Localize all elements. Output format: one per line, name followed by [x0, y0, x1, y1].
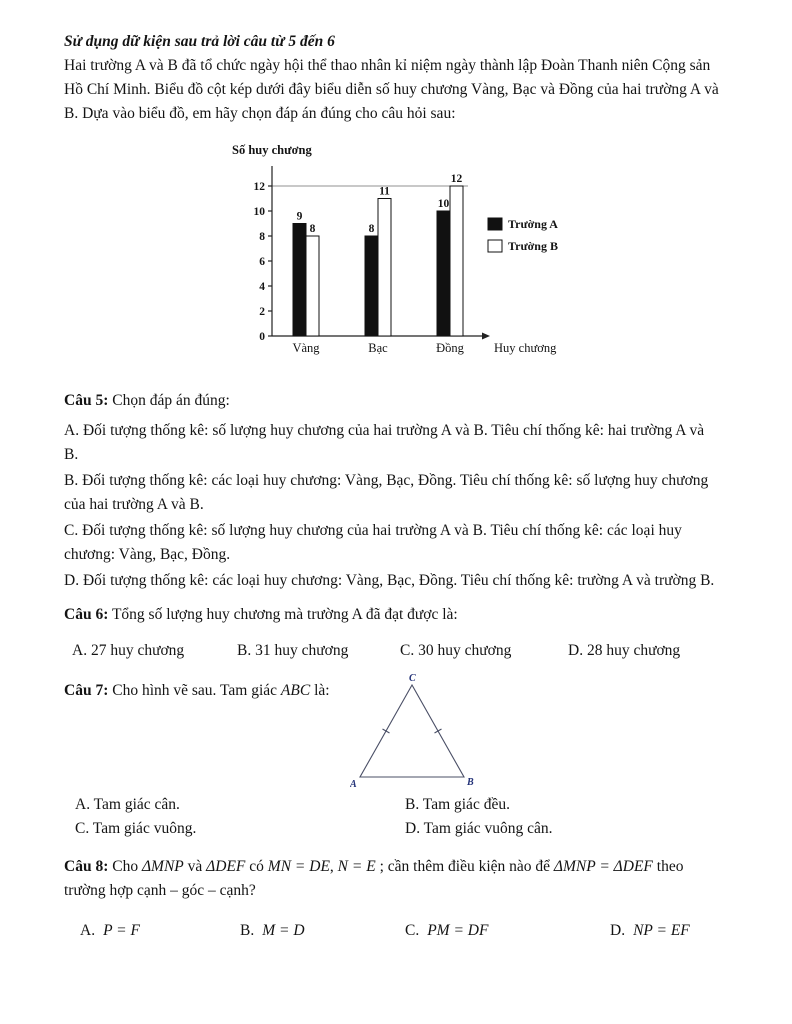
y-tick-label: 6 — [259, 256, 265, 268]
vertex-label-b: B — [467, 777, 474, 788]
y-tick-label: 4 — [259, 281, 265, 293]
question-8-option-d — [610, 919, 690, 943]
y-tick-label: 10 — [253, 206, 265, 218]
option-math: PM = DF — [427, 922, 489, 939]
question-6-heading — [64, 603, 722, 627]
question-5-heading — [64, 389, 722, 413]
question-7 — [64, 673, 722, 841]
question-8-math: ΔMNP — [141, 858, 184, 875]
option-letter: B. — [240, 922, 255, 939]
tick-mark-left-side — [383, 729, 390, 733]
question-6-label: Câu 6: — [64, 606, 109, 623]
bar-series-a — [293, 224, 306, 337]
bar-series-a — [437, 211, 450, 336]
question-5-prompt: Chọn đáp án đúng: — [112, 392, 230, 409]
bar-chart-svg — [226, 138, 578, 364]
option-letter: C. — [405, 922, 420, 939]
question-5-option-d: D. Đối tượng thống kê: các loại huy chương: Vàng, Bạc, Đồng. Tiêu chí thống kê: trường A và trường B. — [64, 572, 715, 589]
bar-value-label: 10 — [437, 198, 450, 210]
y-tick-label: 12 — [253, 181, 265, 193]
question-6-option-a: A. 27 huy chương — [72, 642, 185, 659]
legend-label: Trường A — [508, 217, 558, 231]
question-8-option-a — [80, 919, 240, 943]
question-8-option-b — [240, 919, 405, 943]
question-7-option-a: A. Tam giác cân. — [75, 796, 180, 813]
question-8-math: ΔDEF — [206, 858, 246, 875]
question-6-option-d: D. 28 huy chương — [568, 642, 681, 659]
option-letter: D. — [610, 922, 626, 939]
option-math: P = F — [103, 922, 140, 939]
legend-swatch — [488, 240, 502, 252]
question-8-text: Cho — [108, 858, 142, 875]
bar-series-a — [365, 236, 378, 336]
chart-title: Số huy chương — [232, 143, 312, 157]
question-8-text: và — [183, 858, 207, 875]
bar-series-b — [306, 236, 319, 336]
triangle-shape — [360, 685, 464, 777]
question-8-text: theo trường hợp cạnh – góc – cạnh? — [64, 858, 684, 899]
question-7-options-row-2 — [64, 817, 722, 841]
y-tick-label: 2 — [259, 306, 265, 318]
y-tick-label: 8 — [259, 231, 265, 243]
bar-value-label: 12 — [450, 173, 463, 185]
question-7-prompt-suffix: là: — [310, 682, 330, 699]
bar-value-label: 9 — [296, 210, 303, 223]
question-7-prompt-math: ABC — [280, 682, 311, 699]
question-7-options — [64, 793, 722, 841]
bar-series-b — [378, 199, 391, 337]
question-5-option-b: B. Đối tượng thống kê: các loại huy chương: Vàng, Bạc, Đồng. Tiêu chí thống kê: số lượng huy chương của hai trường A và B. — [64, 472, 709, 513]
y-tick-label: 0 — [259, 331, 265, 343]
option-math: NP = EF — [633, 922, 690, 939]
question-7-label: Câu 7: — [64, 682, 109, 699]
question-8-math: N = E — [337, 858, 376, 875]
question-8-text: ; cần thêm điều kiện nào để — [375, 858, 554, 875]
question-8-label: Câu 8: — [64, 858, 109, 875]
question-6-option-c: C. 30 huy chương — [400, 642, 512, 659]
x-category-label: Bạc — [368, 341, 388, 355]
x-axis-arrow-icon — [482, 333, 490, 340]
triangle-figure — [350, 671, 480, 793]
x-category-label: Vàng — [292, 341, 320, 355]
question-8-option-c — [405, 919, 610, 943]
bar-value-label: 8 — [368, 223, 375, 235]
question-8-math: ΔMNP = ΔDEF — [553, 858, 653, 875]
question-6-options — [64, 639, 722, 663]
question-8-math: MN = DE — [267, 858, 330, 875]
x-category-label: Đồng — [436, 341, 464, 355]
medal-bar-chart — [226, 138, 586, 369]
question-7-option-b: B. Tam giác đều. — [405, 796, 510, 813]
tick-mark-right-side — [435, 729, 442, 733]
legend-swatch — [488, 218, 502, 230]
question-7-option-d: D. Tam giác vuông cân. — [405, 820, 553, 837]
question-8-options — [64, 919, 722, 943]
question-6-option-b: B. 31 huy chương — [237, 642, 349, 659]
question-8-heading — [64, 855, 722, 903]
x-axis-title: Huy chương — [494, 341, 557, 355]
question-6-prompt: Tổng số lượng huy chương mà trường A đã đạt được là: — [108, 606, 458, 623]
option-math: M = D — [262, 922, 305, 939]
vertex-label-c: C — [409, 673, 416, 684]
instruction-heading: Sử dụng dữ kiện sau trả lời câu từ 5 đến 6 — [64, 33, 335, 50]
question-7-option-c: C. Tam giác vuông. — [75, 820, 197, 837]
question-7-prompt-prefix: Cho hình vẽ sau. Tam giác — [108, 682, 281, 699]
bar-value-label: 11 — [379, 185, 390, 198]
question-5-option-c: C. Đối tượng thống kê: số lượng huy chương của hai trường A và B. Tiêu chí thống kê: các loại huy chương: Vàng, Bạc, Đồng. — [64, 522, 682, 563]
vertex-label-a: A — [350, 779, 357, 790]
question-8-text: có — [245, 858, 268, 875]
option-letter: A. — [80, 922, 96, 939]
question-5-options — [64, 419, 722, 593]
bar-series-b — [450, 186, 463, 336]
intro-paragraph: Hai trường A và B đã tổ chức ngày hội thể thao nhân kỉ niệm ngày thành lập Đoàn Thanh niên Cộng sản Hồ Chí Minh. Biểu đồ cột kép dưới đây biểu diễn số huy chương Vàng, Bạc và Đồng của hai trường A và B. Dựa vào biểu đồ, em hãy chọn đáp án đúng cho câu hỏi sau: — [64, 57, 719, 122]
legend-label: Trường B — [508, 239, 558, 253]
question-7-options-row-1 — [64, 793, 722, 817]
question-5-option-a: A. Đối tượng thống kê: số lượng huy chương của hai trường A và B. Tiêu chí thống kê: hai trường A và B. — [64, 422, 705, 463]
question-8-text: , — [329, 858, 338, 875]
bar-value-label: 8 — [309, 223, 316, 235]
question-5-label: Câu 5: — [64, 392, 109, 409]
